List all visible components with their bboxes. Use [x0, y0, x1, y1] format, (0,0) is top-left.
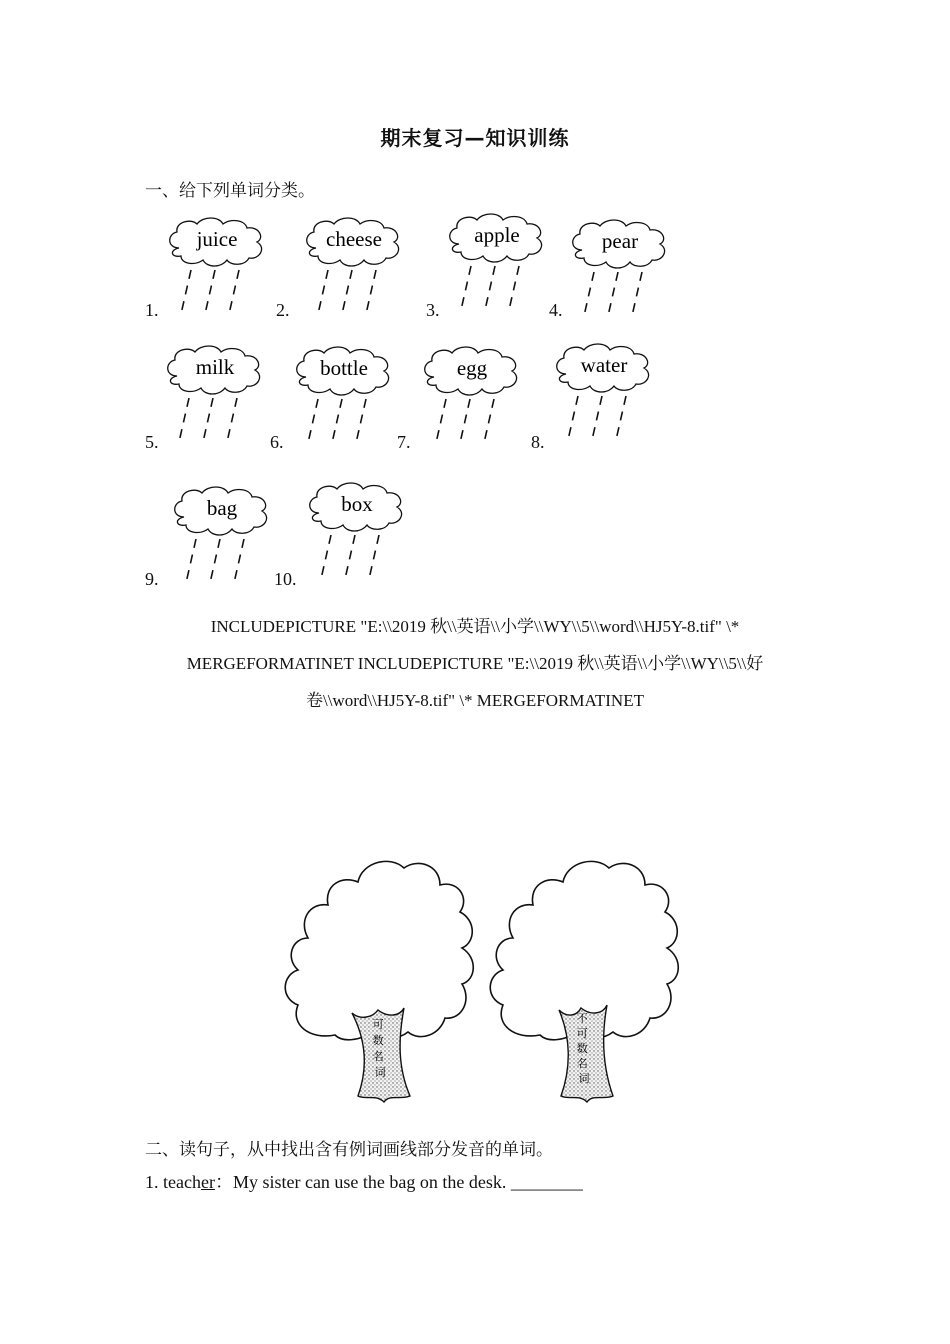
classification-trees	[270, 845, 680, 1110]
rain-cloud-icon	[420, 347, 524, 447]
rain-cloud-icon	[305, 483, 409, 583]
example-word: 1. teach	[145, 1172, 201, 1192]
rain-cloud-icon	[302, 218, 406, 318]
rain-cloud-icon	[552, 344, 656, 444]
word-cloud	[165, 218, 269, 318]
word-label: bag	[206, 496, 238, 520]
item-number: 7.	[397, 432, 411, 452]
rain-cloud-icon	[445, 214, 549, 314]
tree-trunk-label: 可 数 名 词	[372, 1018, 386, 1079]
word-label: bottle	[320, 356, 368, 380]
page-title: 期末复习—知识训练	[380, 126, 570, 150]
word-cloud	[163, 346, 267, 446]
item-number: 1.	[145, 300, 159, 320]
rain-cloud-icon	[292, 347, 396, 447]
item-number: 3.	[426, 300, 440, 320]
word-cloud	[552, 344, 656, 444]
word-cloud	[170, 487, 274, 587]
item-number: 5.	[145, 432, 159, 452]
word-label: juice	[196, 227, 238, 251]
word-label: milk	[195, 355, 235, 379]
field-code-line: INCLUDEPICTURE "E:\\2019 秋\\英语\\小学\\WY\\5\\word\\HJ5Y-8.tif" \*	[210, 617, 740, 636]
word-label: egg	[456, 356, 488, 380]
word-cloud	[302, 218, 406, 318]
word-cloud	[292, 347, 396, 447]
section-1-heading: 一、给下列单词分类。	[145, 181, 315, 201]
question-sentence: ：My sister can use the bag on the desk. ________	[214, 1172, 583, 1192]
tree-trunk-label: 不 可 数 名 词	[576, 1012, 590, 1085]
item-number: 8.	[531, 432, 545, 452]
word-label: box	[341, 492, 373, 516]
word-label: water	[580, 353, 628, 377]
word-cloud	[568, 220, 672, 320]
field-code-line: MERGEFORMATINET INCLUDEPICTURE "E:\\2019 秋\\英语\\小学\\WY\\5\\好	[186, 654, 764, 673]
word-cloud	[305, 483, 409, 583]
word-label: pear	[601, 229, 639, 253]
word-label: apple	[474, 223, 520, 247]
rain-cloud-icon	[568, 220, 672, 320]
item-number: 6.	[270, 432, 284, 452]
word-cloud	[420, 347, 524, 447]
rain-cloud-icon	[163, 346, 267, 446]
underlined-part: er	[200, 1172, 215, 1192]
field-code-line: 卷\\word\\HJ5Y-8.tif" \* MERGEFORMATINET	[306, 691, 644, 710]
item-number: 2.	[276, 300, 290, 320]
item-number: 9.	[145, 569, 159, 589]
rain-cloud-icon	[170, 487, 274, 587]
word-label: cheese	[326, 227, 382, 251]
item-number: 4.	[549, 300, 563, 320]
question-1	[145, 1168, 583, 1194]
word-cloud	[445, 214, 549, 314]
item-number: 10.	[274, 569, 297, 589]
tree-icon	[270, 845, 680, 1105]
rain-cloud-icon	[165, 218, 269, 318]
section-2-heading: 二、读句子，从中找出含有例词画线部分发音的单词。	[145, 1140, 553, 1160]
